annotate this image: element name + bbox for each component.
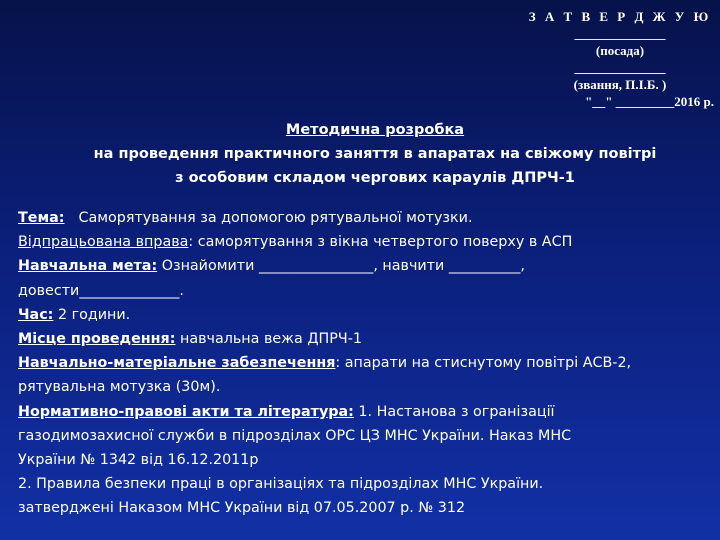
- topic-row: [18, 206, 718, 230]
- approval-rank-caption: (звання, П.І.Б. ): [573, 77, 667, 92]
- document-subtitle-1: на проведення практичного заняття в апаратах на свіжому повітрі: [93, 146, 657, 162]
- acts-row-5: затверджені Наказом МНС України від 07.05.2007 р. № 312: [18, 500, 466, 517]
- goal-row: [18, 254, 718, 278]
- approval-rank-line: ______________: [574, 60, 666, 75]
- support-row-2: рятувальна мотузка (30м).: [18, 379, 221, 396]
- approval-position-line: ______________: [574, 26, 666, 41]
- acts-row-3: України № 1342 від 16.12.2011р: [18, 452, 259, 469]
- approval-position-caption: (посада): [595, 43, 645, 58]
- acts-text: 1. Настанова з огранізації: [353, 403, 555, 420]
- time-row: [18, 303, 718, 327]
- document-body: [18, 206, 718, 521]
- acts-row: [18, 400, 718, 424]
- acts-label: Нормативно-правові акти та література:: [18, 403, 354, 420]
- topic-label: Тема:: [18, 210, 65, 226]
- time-label: Час:: [18, 306, 54, 323]
- place-label: Місце проведення:: [18, 331, 176, 348]
- document-subtitle-2: з особовим складом чергових караулів ДПРЧ-1: [175, 170, 575, 186]
- goal-row-2: довести______________.: [18, 282, 184, 299]
- acts-row-2: газодимозахисної служби в підрозділах ОРС ЦЗ МНС України. Наказ МНС: [18, 427, 572, 444]
- exercise-text: : саморятування з вікна четвертого поверху в АСП: [188, 234, 573, 251]
- support-text: : апарати на стиснутому повітрі АСВ-2,: [335, 355, 632, 372]
- approval-title: З А Т В Е Р Д Ж У Ю: [528, 9, 712, 24]
- approval-date: "__" _________2016 р.: [585, 94, 714, 109]
- approval-block: [520, 8, 720, 110]
- goal-text: Ознайомити ________________, навчити __________,: [157, 258, 525, 275]
- exercise-row: [18, 230, 718, 254]
- document-heading: [0, 118, 720, 190]
- exercise-label: Відпрацьована вправа: [18, 234, 189, 251]
- document-title: Методична розробка: [285, 122, 465, 138]
- place-text: навчальна вежа ДПРЧ-1: [175, 331, 362, 348]
- time-text: 2 години.: [53, 306, 131, 323]
- topic-text: Саморятування за допомогою рятувальної мотузки.: [78, 210, 473, 226]
- goal-label: Навчальна мета:: [18, 258, 158, 275]
- place-row: [18, 327, 718, 351]
- acts-row-4: 2. Правила безпеки праці в організаціях та підрозділах МНС України.: [18, 476, 544, 493]
- support-row: [18, 351, 718, 375]
- support-label: Навчально-матеріальне забезпечення: [18, 355, 336, 372]
